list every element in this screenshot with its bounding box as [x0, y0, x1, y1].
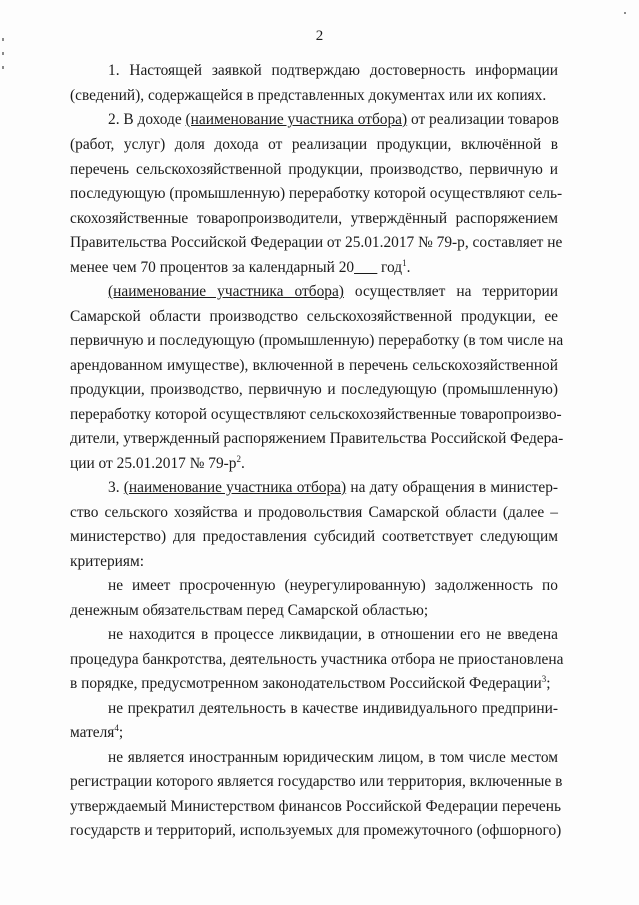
- paragraph-line: утверждаемый Министерством финансов Российской Федерации перечень: [70, 798, 562, 815]
- paragraph-line: [70, 675, 558, 693]
- text-fragment: год: [377, 259, 403, 276]
- participant-placeholder: (наименование участника отбора): [123, 479, 347, 496]
- text-fragment: осуществляет на территории: [343, 283, 558, 300]
- paragraph-line: государств и территорий, используемых для промежуточного (офшорного): [70, 822, 562, 839]
- text-fragment: ;: [118, 724, 124, 741]
- paragraph-line: скохозяйственные товаропроизводители, утверждённый распоряжением: [70, 210, 558, 227]
- paragraph-line: [108, 283, 558, 301]
- paragraph-line: Самарской области производство сельскохозяйственной продукции, ее: [70, 308, 558, 325]
- scan-edge-mark: [624, 12, 626, 14]
- scan-edge-mark: [2, 52, 4, 55]
- participant-placeholder: (наименование участника отбора): [185, 111, 408, 128]
- paragraph-line: [108, 111, 558, 129]
- text-fragment: от реализации товаров: [407, 111, 559, 128]
- paragraph-line: [70, 455, 558, 473]
- text-fragment: в порядке, предусмотренном законодательством Российской Федерации: [70, 675, 542, 692]
- paragraph-line: (работ, услуг) доля дохода от реализации продукции, включённой в: [70, 136, 558, 153]
- paragraph-line: арендованном имуществе), включенной в перечень сельскохозяйственной: [70, 357, 558, 374]
- text-fragment: ;: [546, 675, 551, 692]
- paragraph-line: не является иностранным юридическим лицом, в том числе местом: [108, 749, 558, 766]
- paragraph-line: критериям:: [70, 553, 144, 570]
- paragraph-line: процедура банкротства, деятельность участника отбора не приостановлена: [70, 651, 564, 668]
- paragraph-line: министерство) для предоставления субсидий соответствует следующим: [70, 528, 558, 545]
- paragraph-line: первичную и последующую (промышленную) переработку (в том числе на: [70, 332, 564, 349]
- paragraph-line: не находится в процессе ликвидации, в отношении его не введена: [108, 626, 558, 643]
- paragraph-line: [108, 479, 558, 497]
- footnote-ref: 4: [114, 723, 119, 733]
- paragraph-line: не прекратил деятельность в качестве индивидуального предприни-: [108, 700, 558, 717]
- paragraph-line: последующую (промышленную) переработку которой осуществляют сель-: [70, 185, 563, 202]
- text-fragment: мателя: [70, 724, 115, 741]
- scan-edge-mark: [2, 66, 4, 69]
- paragraph-line: Правительства Российской Федерации от 25.01.2017 № 79-р, составляет не: [70, 234, 563, 251]
- paragraph-line: [70, 259, 558, 277]
- text-fragment: 2. В доходе: [108, 111, 186, 128]
- footnote-ref: 3: [541, 674, 547, 684]
- paragraph-line: [70, 724, 558, 742]
- paragraph-line: денежным обязательствам перед Самарской областью;: [70, 602, 429, 619]
- footnote-ref: 1: [402, 258, 407, 268]
- text-fragment: .: [406, 259, 411, 276]
- paragraph-line: не имеет просроченную (неурегулированную) задолженность по: [108, 577, 558, 594]
- text-fragment: ции от 25.01.2017 № 79-р: [70, 455, 237, 472]
- paragraph-line: 1. Настоящей заявкой подтверждаю достоверность информации: [108, 62, 558, 79]
- paragraph-line: переработку которой осуществляют сельскохозяйственные товаропроизво-: [70, 406, 562, 423]
- text-fragment: менее чем 70 процентов за календарный 20: [70, 259, 355, 276]
- paragraph-line: ство сельского хозяйства и продовольствия Самарской области (далее –: [70, 504, 558, 521]
- paragraph-line: (сведений), содержащейся в представленных документах или их копиях.: [70, 87, 547, 104]
- footnote-ref: 2: [236, 454, 241, 464]
- text-fragment: .: [240, 455, 245, 472]
- paragraph-line: регистрации которого является государство или территория, включенные в: [70, 773, 563, 790]
- year-blank: ___: [354, 259, 378, 276]
- paragraph-line: продукции, производство, первичную и последующую (промышленную): [70, 381, 558, 398]
- participant-placeholder: (наименование участника отбора): [108, 283, 344, 300]
- paragraph-line: перечень сельскохозяйственной продукции, производство, первичную и: [70, 161, 558, 178]
- paragraph-line: дители, утвержденный распоряжением Правительства Российской Федера-: [70, 430, 564, 447]
- page-number: 2: [315, 28, 324, 44]
- text-fragment: на дату обращения в министер-: [346, 479, 559, 496]
- text-fragment: 3.: [108, 479, 124, 496]
